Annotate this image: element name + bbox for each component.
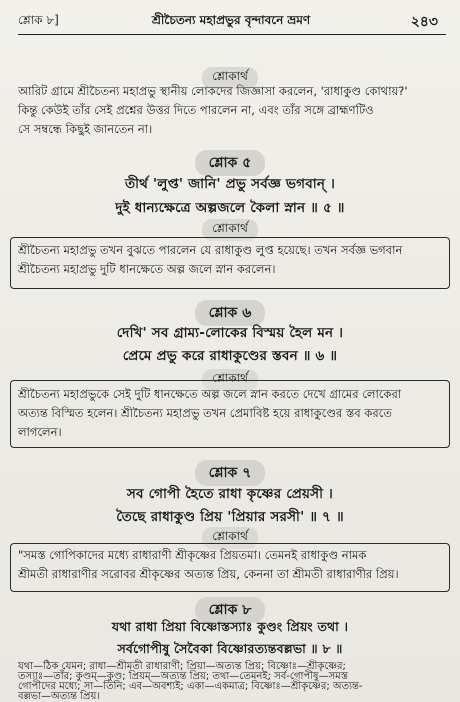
header-verse-ref: শ্লোক ৮] bbox=[18, 13, 59, 27]
para-line: লাগলেন। bbox=[18, 425, 62, 439]
para-line: শ্রীচৈতন্য মহাপ্রভু দুটি ধানক্ষেতে অল্প জলে স্নান করলেন। bbox=[18, 262, 276, 276]
verse-title-label: শ্লোক ৫ bbox=[195, 150, 266, 176]
para-line: কিন্তু কেউই তাঁর সেই প্রশ্নের উত্তর দিতে পারলেন না, এবং তাঁর সঙ্গে ব্রাহ্মণটিও bbox=[18, 103, 374, 117]
header-chapter-title: শ্রীচৈতন্য মহাপ্রভুর বৃন্দাবনে ভ্রমণ bbox=[151, 13, 311, 27]
para-line: শ্রীচৈতন্য মহাপ্রভুকে সেই দুটি ধানক্ষেতে অল্প জলে স্নান করতে দেখে গ্রামের লোকেরা bbox=[18, 387, 402, 401]
synonyms-paragraph bbox=[18, 662, 444, 702]
verse-8-line-2: সর্বগোপীষু সৈবৈকা বিষ্ণোরত্যন্তবল্লভা ॥ ৮ ॥ bbox=[117, 641, 343, 656]
verse-5-line-1: তীর্থ 'লুপ্ত' জানি' প্রভু সর্বজ্ঞ ভগবান্ । bbox=[124, 176, 336, 192]
running-header bbox=[18, 10, 444, 34]
translation-paragraph bbox=[18, 82, 444, 139]
header-rule bbox=[18, 34, 446, 35]
translation-heading-label: শ্লোকার্থ bbox=[202, 527, 258, 549]
verse-title-label: শ্লোক ৭ bbox=[195, 460, 266, 486]
para-line: তস্যাঃ—তাঁর; কুণ্ডম্—কুণ্ড; প্রিয়ম্—অত্যন্ত প্রিয়; তথা—তেমনই; সর্ব-গোপীষু—সমস্ত bbox=[18, 671, 348, 682]
verse-title-label: শ্লোক ৬ bbox=[195, 300, 266, 326]
translation-heading-label: শ্লোকার্থ bbox=[202, 219, 258, 241]
verse-5-line-2: দুই ধান্যক্ষেত্রে অল্পজলে কৈলা স্নান ॥ ৫ ॥ bbox=[115, 200, 345, 216]
translation-paragraph bbox=[18, 546, 444, 584]
translation-paragraph bbox=[18, 385, 444, 442]
para-line: যথা—ঠিক যেমন; রাধা—শ্রীমতী রাধারাণী; প্রিয়া—অত্যন্ত প্রিয়; বিষ্ণোঃ—শ্রীকৃষ্ণের; bbox=[18, 661, 346, 672]
para-line: অত্যন্ত বিস্মিত হলেন। শ্রীচৈতন্য মহাপ্রভু তখন প্রেমাবিষ্ট হয়ে রাধাকুণ্ডের স্তব করতে bbox=[18, 406, 392, 420]
para-line: গোপীদের মধ্যে; সা—তিনি; এব—অবশ্যই; একা—একমাত্র; বিষ্ণোঃ—শ্রীকৃষ্ণের; অত্যন্ত- bbox=[18, 681, 363, 692]
para-line: বল্লভা—অত্যন্ত প্রিয়। bbox=[18, 691, 100, 702]
verse-6-line-1: দেখি' সব গ্রাম্য-লোকের বিস্ময় হৈল মন । bbox=[116, 325, 344, 341]
para-line: "সমস্ত গোপিকাদের মধ্যে রাধারাণী শ্রীকৃষ্ণের প্রিয়তমা। তেমনই রাধাকুণ্ড নামক bbox=[18, 548, 367, 562]
translation-paragraph bbox=[18, 241, 444, 279]
verse-8-line-1: যথা রাধা প্রিয়া বিষ্ণোস্তস্যাঃ কুণ্ডং প্রিয়ং তথা । bbox=[111, 619, 349, 634]
page-number: ২৪৩ bbox=[410, 14, 438, 30]
para-line: শ্রীমতী রাধারাণীর সরোবর শ্রীকৃষ্ণের অত্যন্ত প্রিয়, কেননা তা শ্রীমতী রাধারাণীর প্রিয়। bbox=[18, 567, 399, 581]
verse-title-label: শ্লোক ৮ bbox=[195, 597, 266, 623]
verse-7-line-1: সব গোপী হৈতে রাধা কৃষ্ণের প্রেয়সী । bbox=[126, 486, 334, 502]
para-line: সে সম্বন্ধে কিছুই জানতেন না। bbox=[18, 122, 153, 136]
verse-7-line-2: তৈছে রাধাকুণ্ড প্রিয় 'প্রিয়ার সরসী' ॥ ৭ ॥ bbox=[116, 509, 344, 525]
translation-heading-label: শ্লোকার্থ bbox=[202, 369, 258, 391]
translation-heading-label: শ্লোকার্থ bbox=[202, 67, 258, 89]
verse-6-line-2: প্রেমে প্রভু করে রাধাকুণ্ডের স্তবন ॥ ৬ ॥ bbox=[122, 348, 338, 364]
para-line: আরিট গ্রামে শ্রীচৈতন্য মহাপ্রভু স্থানীয় লোকদের জিজ্ঞাসা করলেন, 'রাধাকুণ্ড কোথায়?' bbox=[18, 84, 408, 98]
para-line: শ্রীচৈতন্য মহাপ্রভু তখন বুঝতে পারলেন যে রাধাকুণ্ড লুপ্ত হয়েছে। তখন সর্বজ্ঞ ভগবান bbox=[18, 243, 403, 257]
